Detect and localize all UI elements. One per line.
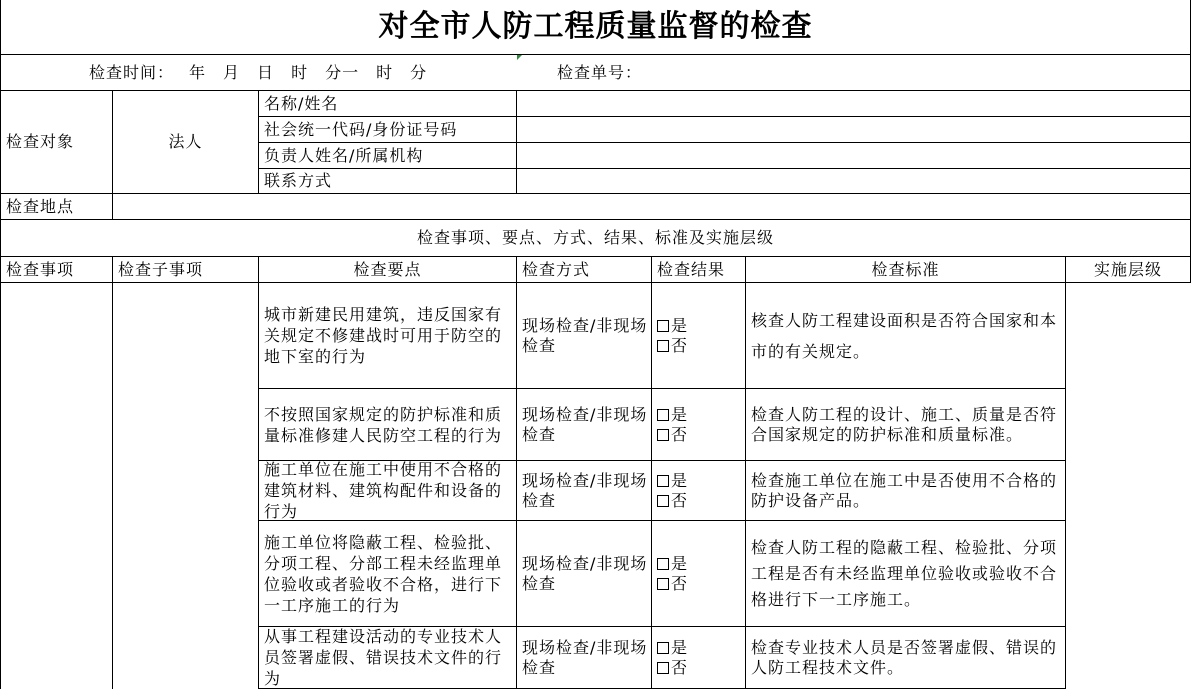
checkbox-no[interactable] [657,578,669,590]
result-option-label: 否 [671,335,689,355]
column-header-text: 实施层级 [1093,259,1162,279]
column-header-level [1066,257,1191,283]
subject-type-cell [113,91,259,194]
result-option-no[interactable] [657,574,688,594]
column-header-text: 检查子事项 [118,259,204,279]
standard-text: 检查施工单位在施工中是否使用不合格的防护设备产品。 [751,470,1058,510]
result-option-label: 否 [671,424,689,444]
location-value[interactable] [113,194,1191,220]
key-point-text: 施工单位在施工中使用不合格的建筑材料、建筑构配件和设备的行为 [264,461,503,521]
time-label: 检查时间： [89,62,175,82]
sub-item-merged-cell[interactable] [113,283,259,689]
inspection-time [89,55,427,90]
checkbox-yes[interactable] [657,409,669,421]
column-header-key-point [259,257,517,283]
location-label-cell [0,194,113,220]
time-unit-hour-end: 时 [376,62,394,82]
result-options [657,554,688,594]
field-label-cell [259,117,517,143]
key-point-cell [259,521,517,627]
field-value-code[interactable] [517,117,1191,143]
column-header-text: 检查要点 [353,259,422,279]
key-point-text: 从事工程建设活动的专业技术人员签署虚假、错误技术文件的行为 [264,627,503,688]
cell-indicator-icon [517,55,522,60]
form-title [0,0,1191,55]
result-option-no[interactable] [657,425,688,445]
level-cell[interactable] [1066,627,1191,689]
result-option-label: 是 [671,637,689,657]
result-option-label: 否 [671,657,689,677]
method-text: 现场检查/非现场检查 [522,470,648,510]
result-cell [652,627,746,689]
field-value-name[interactable] [517,91,1191,117]
time-unit-day: 日 [257,62,275,82]
standard-cell [746,283,1066,389]
method-cell [517,627,652,689]
key-point-text: 施工单位将隐蔽工程、检验批、分项工程、分部工程未经监理单位验收或者验收不合格，进行下一工序施工的行为 [264,532,503,615]
subject-label: 检查对象 [6,132,75,151]
checkbox-no[interactable] [657,340,669,352]
column-header-method [517,257,652,283]
method-text: 现场检查/非现场检查 [522,404,648,444]
time-unit-year: 年 [189,62,207,82]
method-text: 现场检查/非现场检查 [522,315,648,355]
standard-cell [746,627,1066,689]
time-unit-hour-start: 时 [291,62,309,82]
result-option-label: 是 [671,404,689,424]
key-point-text: 城市新建民用建筑，违反国家有关规定不修建战时可用于防空的地下室的行为 [264,305,503,366]
method-text: 现场检查/非现场检查 [522,553,648,593]
standard-text: 核查人防工程建设面积是否符合国家和本市的有关规定。 [751,310,1058,361]
field-value-contact[interactable] [517,169,1191,194]
result-cell [652,283,746,389]
key-point-cell [259,389,517,461]
checkbox-no[interactable] [657,495,669,507]
result-options [657,405,688,445]
key-point-text: 不按照国家规定的防护标准和质量标准修建人民防空工程的行为 [264,404,503,445]
result-cell [652,461,746,521]
field-value-responsible[interactable] [517,143,1191,169]
field-label-cell [259,169,517,194]
checkbox-yes[interactable] [657,320,669,332]
result-option-yes[interactable] [657,554,688,574]
checkbox-yes[interactable] [657,642,669,654]
result-option-yes[interactable] [657,638,688,658]
method-cell [517,461,652,521]
standard-cell [746,521,1066,627]
level-cell[interactable] [1066,461,1191,521]
checkbox-yes[interactable] [657,558,669,570]
key-point-cell [259,283,517,389]
method-text: 现场检查/非现场检查 [522,637,648,677]
result-option-no[interactable] [657,336,688,356]
field-label-cell [259,91,517,117]
column-header-sub-item [113,257,259,283]
standard-text: 检查专业技术人员是否签署虚假、错误的人防工程技术文件。 [751,637,1058,677]
level-cell[interactable] [1066,283,1191,389]
method-cell [517,521,652,627]
level-cell[interactable] [1066,389,1191,461]
column-header-result [652,257,746,283]
time-unit-minute-start: 分一 [325,62,360,82]
time-unit-minute-end: 分 [410,62,428,82]
form-title-text: 对全市人防工程质量监督的检查 [378,9,813,44]
result-options [657,471,688,511]
method-cell [517,283,652,389]
checkbox-yes[interactable] [657,475,669,487]
section-heading [0,220,1191,257]
result-cell [652,521,746,627]
standard-text: 检查人防工程的隐蔽工程、检验批、分项工程是否有未经监理单位验收或验收不合格进行下一工序施工。 [751,537,1058,609]
column-header-text: 检查事项 [6,259,75,279]
result-cell [652,389,746,461]
field-label-name: 名称/姓名 [264,93,339,113]
result-option-yes[interactable] [657,471,688,491]
order-number-label: 检查单号： [557,62,643,82]
field-label-contact: 联系方式 [264,171,333,190]
inspection-time-row[interactable] [0,55,1191,91]
subject-type: 法人 [168,132,203,151]
key-point-cell [259,461,517,521]
result-option-yes[interactable] [657,405,688,425]
method-cell [517,389,652,461]
result-option-no[interactable] [657,491,688,511]
checkbox-no[interactable] [657,429,669,441]
field-label-cell [259,143,517,169]
section-heading-text: 检查事项、要点、方式、结果、标准及实施层级 [416,228,774,247]
level-cell[interactable] [1066,521,1191,627]
standard-cell [746,461,1066,521]
time-unit-month: 月 [223,62,241,82]
column-header-text: 检查结果 [657,259,726,279]
result-option-label: 是 [671,470,689,490]
result-option-label: 是 [671,315,689,335]
result-option-label: 是 [671,553,689,573]
field-label-code: 社会统一代码/身份证号码 [264,119,458,139]
location-label: 检查地点 [6,196,75,216]
result-option-label: 否 [671,573,689,593]
checkbox-no[interactable] [657,662,669,674]
result-options [657,316,688,356]
item-merged-cell[interactable] [0,283,113,689]
result-option-label: 否 [671,490,689,510]
standard-text: 检查人防工程的设计、施工、质量是否符合国家规定的防护标准和质量标准。 [751,404,1058,444]
column-header-standard [746,257,1066,283]
column-header-text: 检查标准 [871,259,940,279]
column-header-text: 检查方式 [522,259,591,279]
result-option-yes[interactable] [657,316,688,336]
standard-cell [746,389,1066,461]
order-number [557,55,642,90]
result-option-no[interactable] [657,658,688,678]
result-options [657,638,688,678]
field-label-responsible: 负责人姓名/所属机构 [264,145,424,165]
key-point-cell [259,627,517,689]
subject-label-cell [0,91,113,194]
column-header-item [0,257,113,283]
